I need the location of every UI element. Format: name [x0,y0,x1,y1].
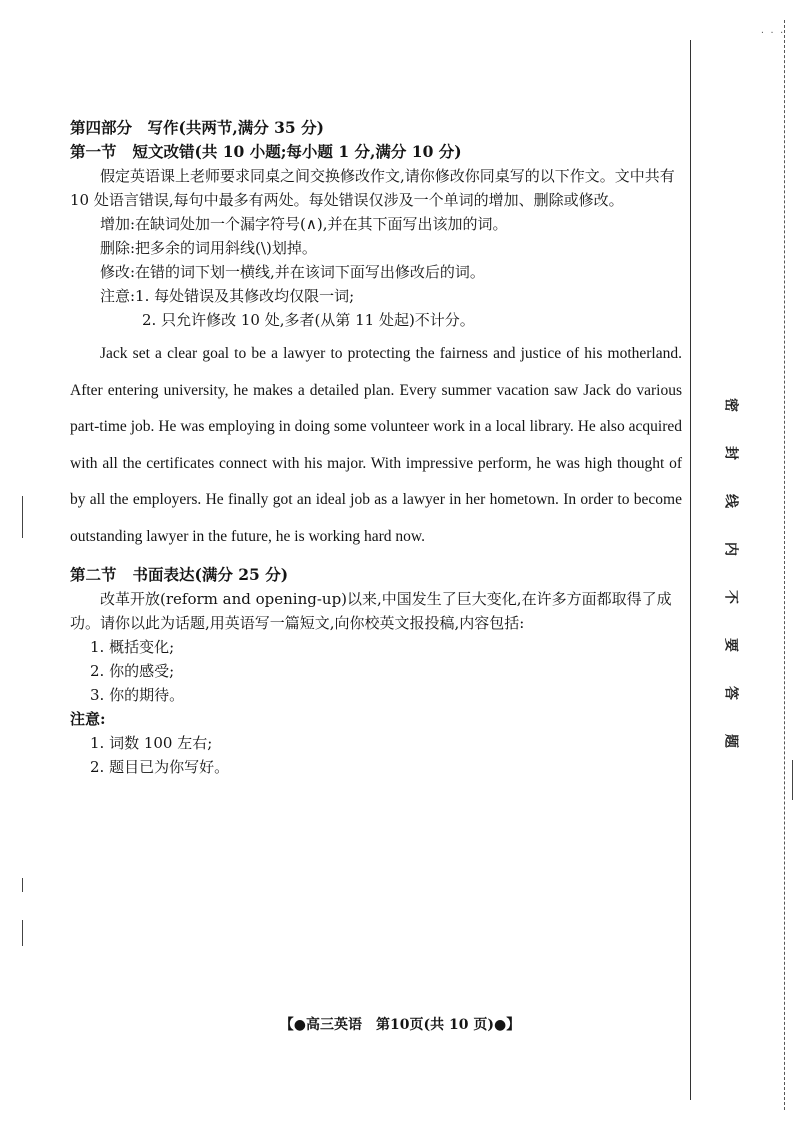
writing-prompt: 改革开放(reform and opening-up)以来,中国发生了巨大变化,在许多方面都取得了成功。请你以此为话题,用英语写一篇短文,向你校英文报投稿,内容包括: [70,590,672,632]
seal-char: 要 [725,636,739,652]
instruction-line: 删除:把多余的词用斜线(\)划掉。 [100,239,317,257]
logo-icon: ● [493,1017,507,1033]
prompt-point: 1. 概括变化; [90,638,175,656]
margin-mark [792,760,793,800]
instruction-line: 修改:在错的词下划一横线,并在该词下面写出修改后的词。 [100,263,485,281]
seal-char: 封 [725,444,739,460]
page-footer [0,1014,800,1034]
error-correction-passage [70,336,682,555]
note-item: 2. 题目已为你写好。 [90,758,230,776]
page-edge [784,20,785,1110]
instruction-line: 假定英语课上老师要求同桌之间交换修改作文,请你修改你同桌写的以下作文。文中共有 [100,167,675,185]
instruction-line: 2. 只允许修改 10 处,多者(从第 11 处起)不计分。 [142,311,475,329]
section1-heading [70,140,682,164]
part-title: 第四部分 写作(共两节,满分 35 分) [70,118,324,137]
note-item: 1. 词数 100 左右; [90,734,213,752]
passage-text: Jack set a clear goal to be a lawyer to protecting the fairness and justice of his motherland. After entering university, he makes a detailed plan. Every summer vacation saw Jack do various part-time job. He was employing in doing some volunteer work in a local library. He also acquired with all the certificates connect with his major. With impressive perform, he was high thought of by all the employers. He finally got an ideal job as a lawyer in her hometown. In order to become outstanding lawyer in the future, he is working hard now. [70,345,682,545]
margin-mark [22,878,23,892]
footer-text: 高三英语 第10页(共 10 页) [306,1017,494,1033]
instruction-line: 增加:在缺词处加一个漏字符号(∧),并在其下面写出该加的词。 [100,215,508,233]
seal-char: 答 [725,684,739,700]
note-label: 注意: [70,710,106,728]
logo-icon: ● [293,1017,307,1033]
seal-char: 密 [725,396,739,412]
prompt-point: 3. 你的期待。 [90,686,185,704]
seal-char: 题 [725,732,739,748]
section1-label: 第一节 [70,142,117,161]
section2-title: 书面表达(满分 25 分) [132,565,289,584]
instruction-line: 注意:1. 每处错误及其修改均仅限一词; [100,287,355,305]
binding-line [690,40,691,1100]
section2-heading [70,563,682,587]
prompt-point: 2. 你的感受; [90,662,175,680]
corner-dots: · · · [760,28,785,37]
section2-label: 第二节 [70,565,117,584]
seal-line-text [702,380,739,764]
instruction-line: 10 处语言错误,每句中最多有两处。每处错误仅涉及一个单词的增加、删除或修改。 [70,191,624,209]
seal-char: 线 [725,492,739,508]
margin-mark [22,920,23,946]
content-area [70,116,682,779]
margin-mark [22,496,23,538]
footer-right-mark: 】 [506,1017,521,1033]
section1-title: 短文改错(共 10 小题;每小题 1 分,满分 10 分) [132,142,462,161]
seal-char: 不 [725,588,739,604]
footer-left-mark: 【 [279,1017,294,1033]
seal-char: 内 [725,540,739,556]
